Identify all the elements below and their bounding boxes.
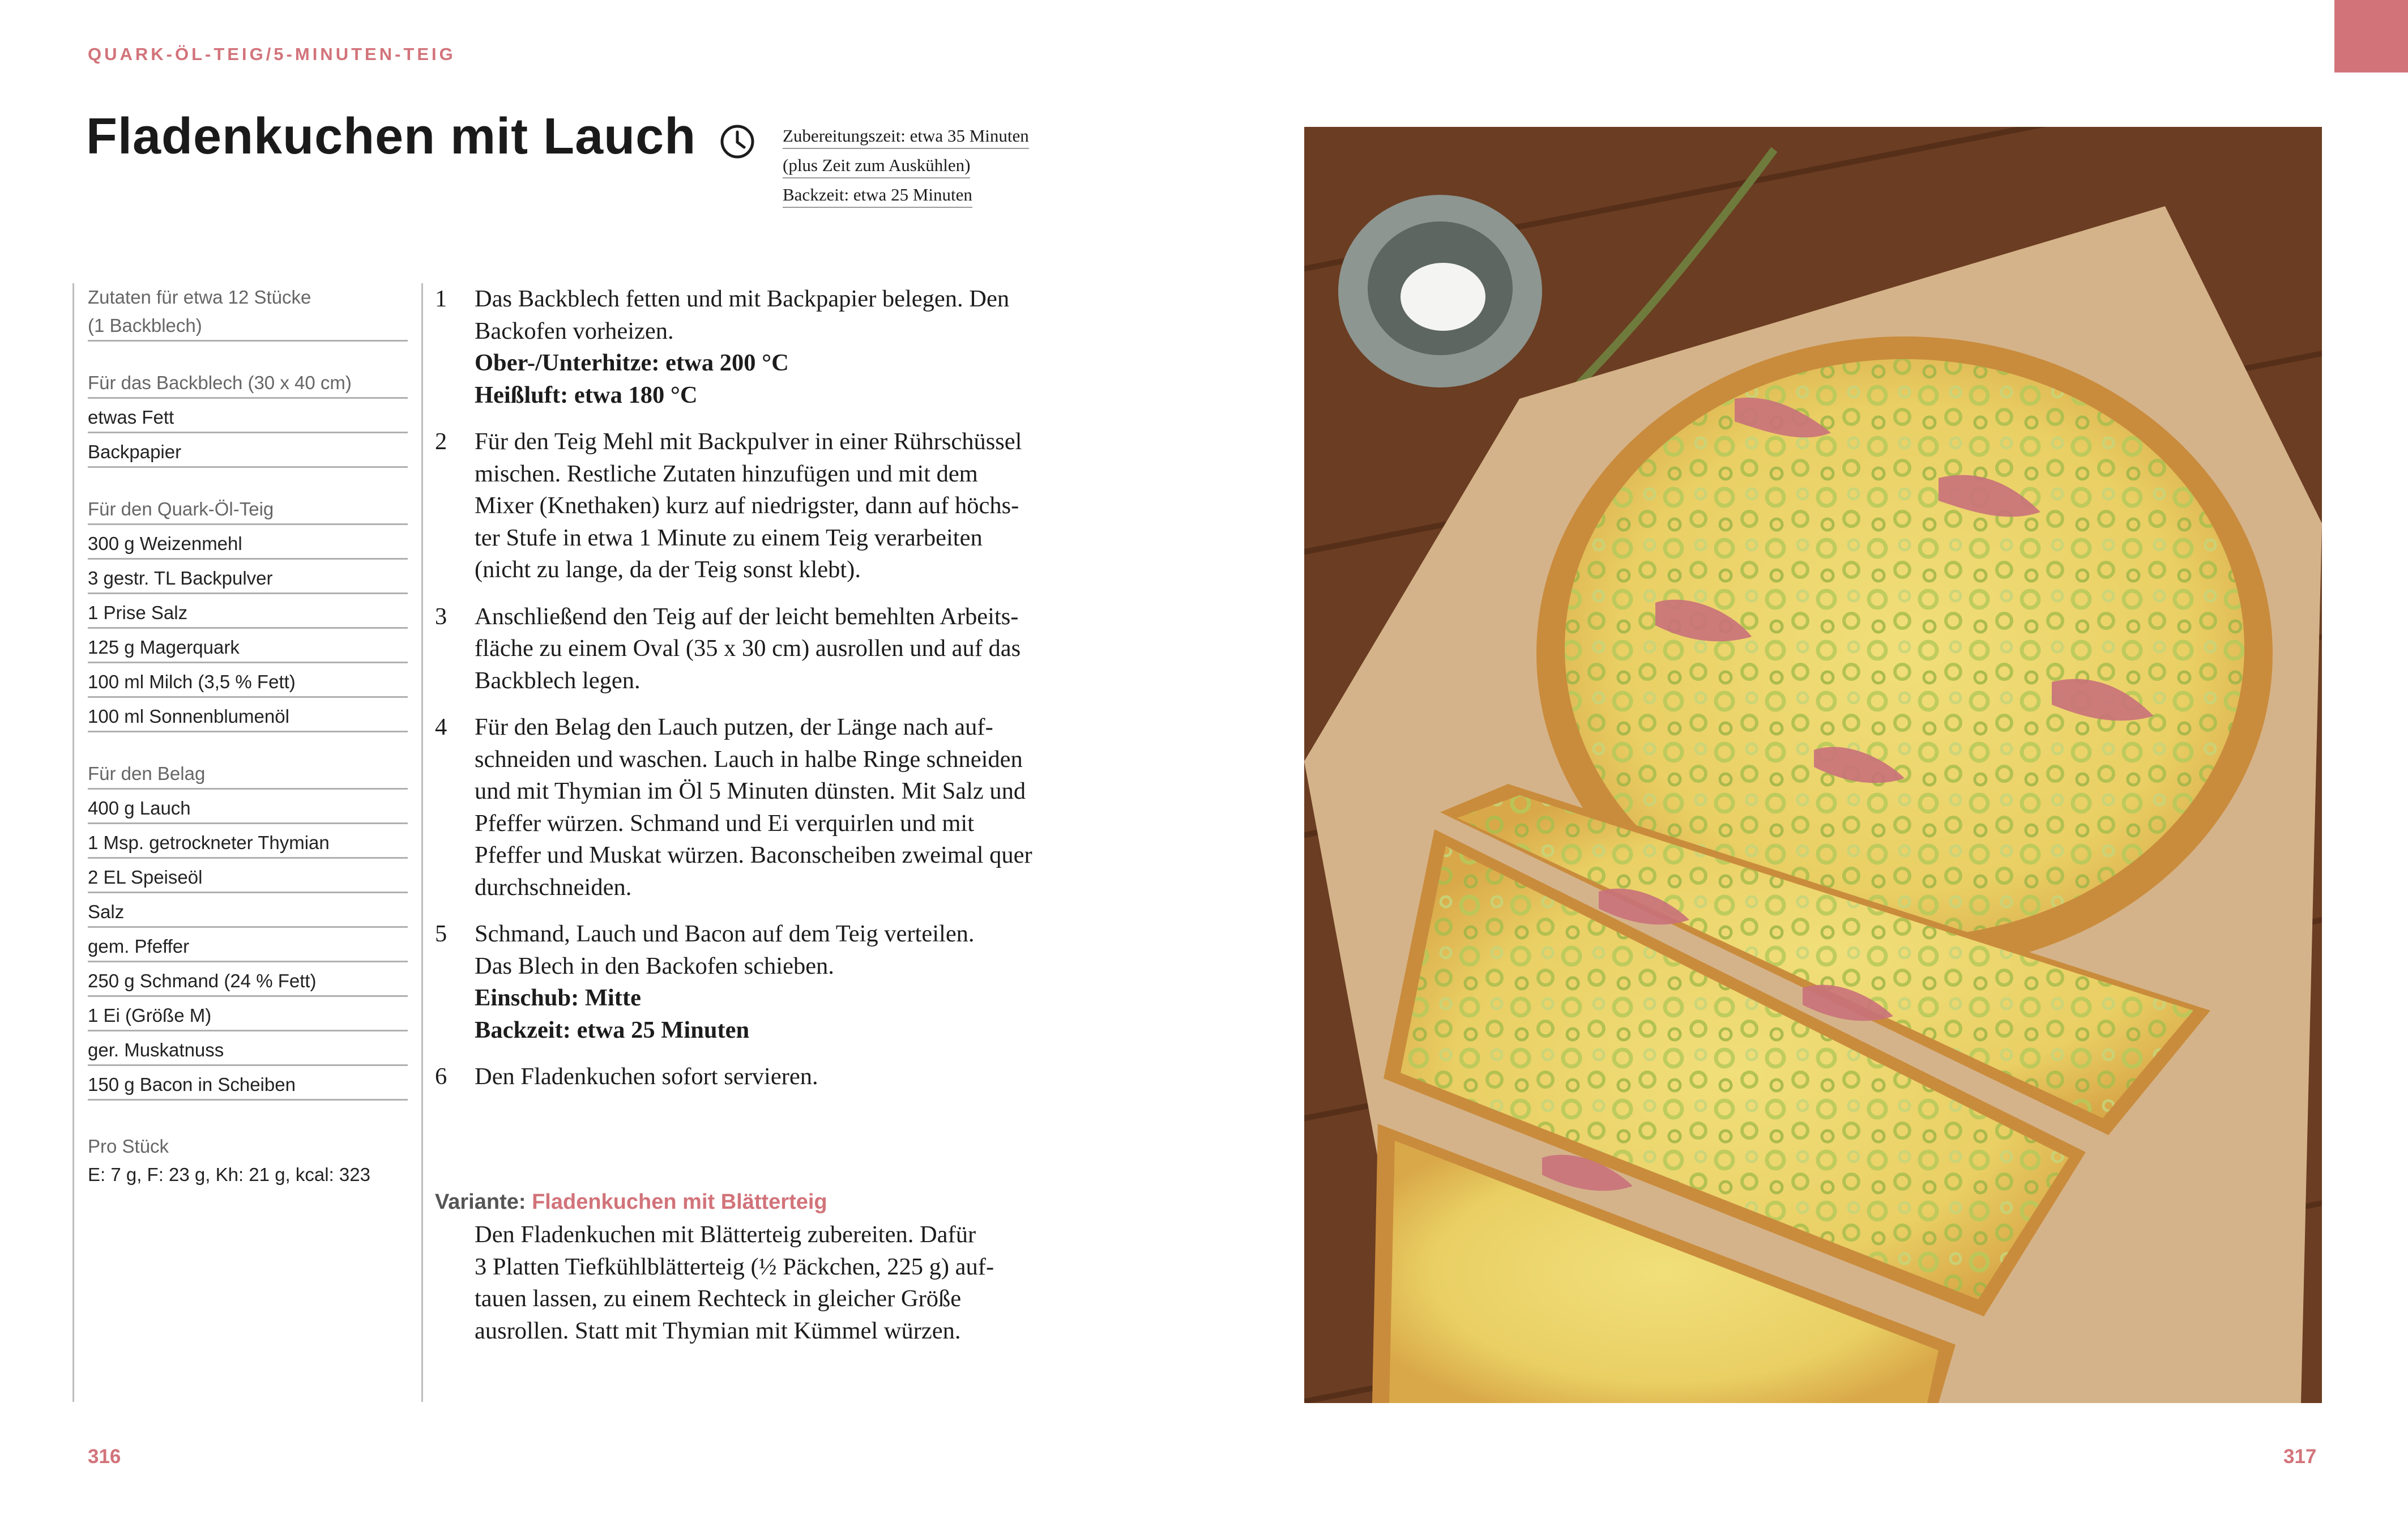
- ingredient-item: gem. Pfeffer: [88, 928, 408, 962]
- bake-time: Backzeit: etwa 25 Minuten: [783, 183, 972, 208]
- ingredient-item: 125 g Magerquark: [88, 629, 408, 663]
- step-line: Den Fladenkuchen sofort servieren.: [475, 1063, 818, 1090]
- prep-time: Zubereitungszeit: etwa 35 Minuten: [783, 124, 1029, 149]
- clock-icon: [719, 123, 755, 160]
- flatbread-photo: [1304, 127, 2322, 1403]
- ingredient-item: Salz: [88, 893, 408, 928]
- ingredient-item: 300 g Weizenmehl: [88, 523, 408, 560]
- step: [435, 426, 1115, 586]
- step-number: 6: [435, 1063, 447, 1090]
- variant-text: [435, 1219, 1115, 1347]
- page-number-left: 316: [88, 1446, 121, 1468]
- ingredient-group-heading: Für das Backblech (30 x 40 cm): [88, 372, 352, 393]
- step-bold-line: Einschub: Mitte: [475, 984, 641, 1011]
- step: [435, 283, 1115, 411]
- step-number: 3: [435, 603, 447, 630]
- preparation-steps: [435, 283, 1115, 1108]
- step-line: Das Backblech fetten und mit Backpapier belegen. Den: [475, 285, 1010, 312]
- step: [435, 711, 1115, 903]
- ingredient-item: 3 gestr. TL Backpulver: [88, 560, 408, 594]
- salt-bowl: [1338, 195, 1542, 387]
- variant-line: 3 Platten Tiefkühlblätterteig (½ Päckchen, 225 g) auf-: [475, 1253, 994, 1280]
- variant-line: Den Fladenkuchen mit Blätterteig zubereiten. Dafür: [475, 1221, 976, 1248]
- timing-lines: [783, 122, 1100, 211]
- step-line: Das Blech in den Backofen schieben.: [475, 952, 834, 979]
- step-bold-line: Backzeit: etwa 25 Minuten: [475, 1016, 750, 1043]
- ingredient-item: 2 EL Speiseöl: [88, 859, 408, 893]
- ingredients-list: [88, 283, 408, 1189]
- step-line: schneiden und waschen. Lauch in halbe Ringe schneiden: [475, 745, 1023, 773]
- step: [435, 1061, 1115, 1093]
- ingredient-item: 100 ml Sonnenblumenöl: [88, 698, 408, 732]
- step-line: Backofen vorheizen.: [475, 317, 674, 344]
- step-line: Für den Teig Mehl mit Backpulver in einer Rührschüssel: [475, 428, 1022, 455]
- ingredient-item: 400 g Lauch: [88, 788, 408, 824]
- step-line: ter Stufe in etwa 1 Minute zu einem Teig verarbeiten: [475, 524, 983, 551]
- ingredient-item: 250 g Schmand (24 % Fett): [88, 962, 408, 997]
- step-line: mischen. Restliche Zutaten hinzufügen und mit dem: [475, 460, 978, 487]
- ingredient-item: 100 ml Milch (3,5 % Fett): [88, 663, 408, 698]
- ingredient-group-heading: Für den Quark-Öl-Teig: [88, 498, 274, 519]
- variant-name: Fladenkuchen mit Blätterteig: [532, 1190, 827, 1214]
- variant-line: ausrollen. Statt mit Thymian mit Kümmel würzen.: [475, 1317, 961, 1344]
- step-line: Backblech legen.: [475, 667, 641, 694]
- step-line: Mixer (Knethaken) kurz auf niedrigster, dann auf höchs-: [475, 492, 1019, 519]
- ingredient-item: 150 g Bacon in Scheiben: [88, 1066, 408, 1101]
- step-line: Pfeffer würzen. Schmand und Ei verquirlen und mit: [475, 809, 975, 837]
- ingredient-item: ger. Muskatnuss: [88, 1031, 408, 1066]
- step-line: Anschließend den Teig auf der leicht bemehlten Arbeits-: [475, 603, 1019, 630]
- nutrition-values: E: 7 g, F: 23 g, Kh: 21 g, kcal: 323: [88, 1164, 370, 1185]
- nutrition-heading: Pro Stück: [88, 1136, 169, 1157]
- step-number: 4: [435, 714, 447, 740]
- step-number: 2: [435, 428, 447, 455]
- yield-line: Zutaten für etwa 12 Stücke: [88, 287, 311, 308]
- corner-tab: [2334, 0, 2408, 73]
- page-title: Fladenkuchen mit Lauch: [86, 108, 697, 165]
- step: [435, 918, 1115, 1046]
- section-label: QUARK-ÖL-TEIG/5-MINUTEN-TEIG: [88, 44, 456, 64]
- step-number: 5: [435, 920, 447, 947]
- flatbread-illustration: [1304, 127, 2322, 1403]
- step: [435, 601, 1115, 697]
- step-number: 1: [435, 285, 447, 312]
- step-line: Schmand, Lauch und Bacon auf dem Teig verteilen.: [475, 920, 975, 947]
- ingredient-group-heading: Für den Belag: [88, 763, 206, 784]
- step-line: fläche zu einem Oval (35 x 30 cm) ausrollen und auf das: [475, 635, 1021, 662]
- yield-line: (1 Backblech): [88, 312, 408, 342]
- variant-block: [435, 1185, 1115, 1347]
- steps-rule: [421, 283, 423, 1402]
- step-line: durchschneiden.: [475, 873, 632, 901]
- page-number-right: 317: [2283, 1446, 2317, 1468]
- ingredient-item: 1 Prise Salz: [88, 594, 408, 629]
- step-line: (nicht zu lange, da der Teig sonst klebt).: [475, 556, 861, 583]
- step-line: Pfeffer und Muskat würzen. Baconscheiben zweimal quer: [475, 842, 1032, 868]
- step-line: Für den Belag den Lauch putzen, der Länge nach auf-: [475, 714, 993, 740]
- variant-heading: [435, 1185, 1115, 1219]
- ingredient-item: 1 Msp. getrockneter Thymian: [88, 824, 408, 859]
- ingredients-rule: [72, 283, 74, 1402]
- step-bold-line: Heißluft: etwa 180 °C: [475, 381, 698, 408]
- step-line: und mit Thymian im Öl 5 Minuten dünsten. Mit Salz und: [475, 778, 1026, 804]
- variant-label: Variante:: [435, 1190, 526, 1214]
- variant-line: tauen lassen, zu einem Rechteck in gleicher Größe: [475, 1285, 962, 1312]
- cooling-note: (plus Zeit zum Auskühlen): [783, 154, 970, 178]
- ingredient-item: etwas Fett: [88, 397, 408, 433]
- ingredient-item: 1 Ei (Größe M): [88, 997, 408, 1031]
- step-bold-line: Ober-/Unterhitze: etwa 200 °C: [475, 349, 789, 376]
- ingredient-item: Backpapier: [88, 433, 408, 468]
